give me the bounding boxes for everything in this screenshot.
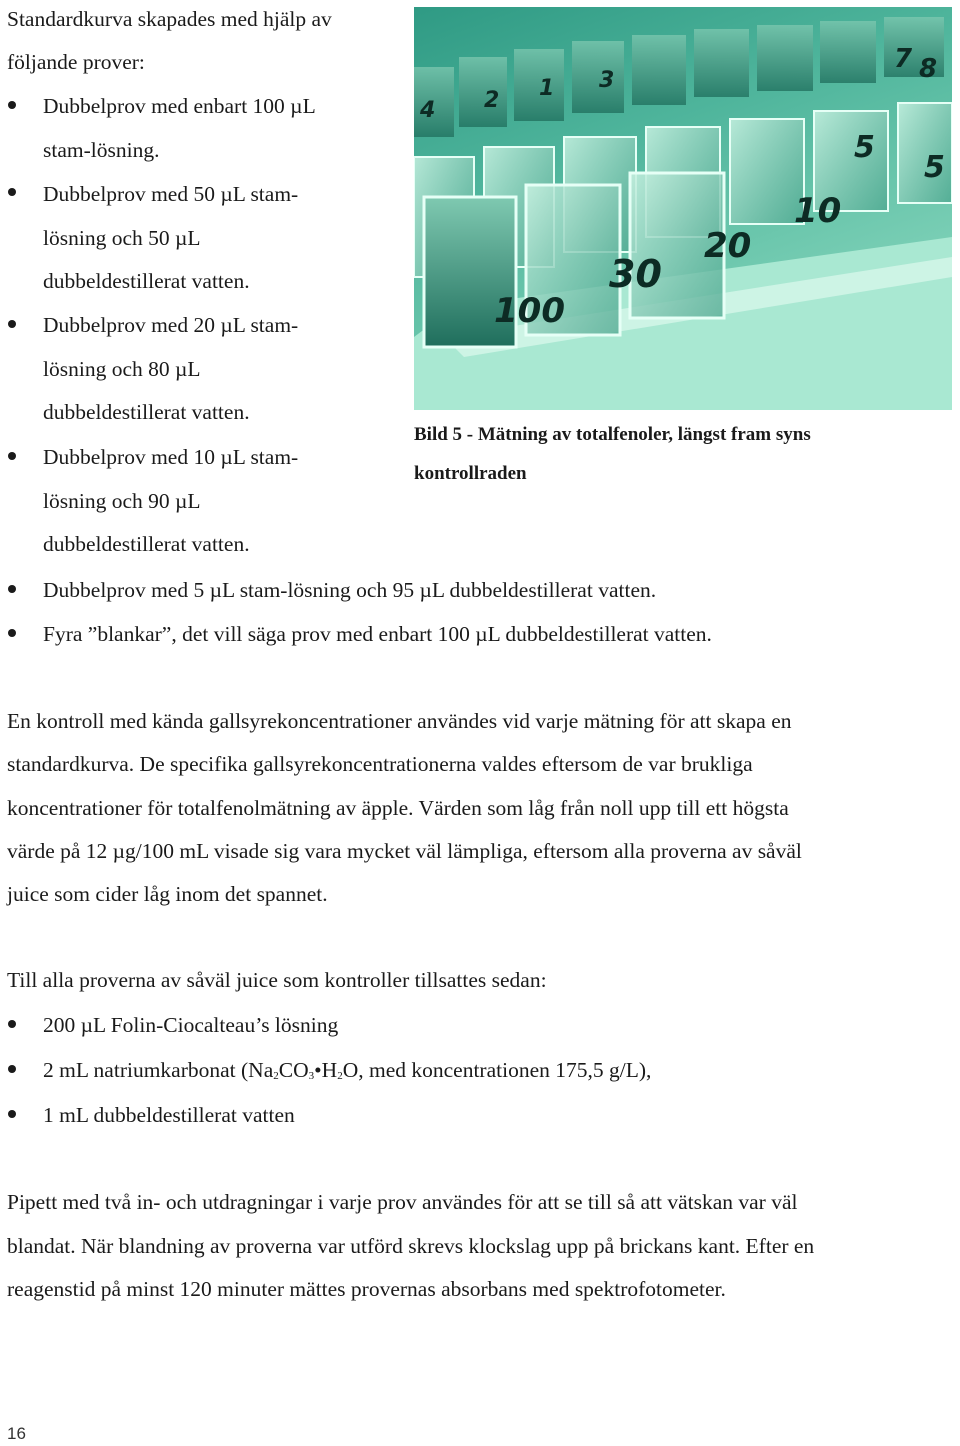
page-number: 16 — [7, 1424, 26, 1443]
paragraph-line: koncentrationer för totalfenolmätning av äpple. Värden som låg från noll upp till ett högsta — [7, 796, 789, 820]
cuvette-label: 7 — [894, 44, 913, 74]
cuvette-photo — [414, 7, 952, 410]
cuvette-label: 5 — [924, 150, 945, 185]
paragraph-line: reagenstid på minst 120 minuter mättes provernas absorbans med spektrofotometer. — [7, 1277, 726, 1301]
cuvette-label: 20 — [704, 226, 752, 266]
bullet-dot — [8, 1020, 16, 1028]
paragraph-line: juice som cider låg inom det spannet. — [7, 882, 328, 906]
bullet-dot — [8, 585, 16, 593]
intro-line-2: följande prover: — [7, 50, 145, 74]
list-item: Dubbelprov med 20 µL stam- — [43, 313, 299, 337]
intro-line-1: Standardkurva skapades med hjälp av — [7, 7, 332, 31]
cuvette-label: 3 — [599, 68, 615, 93]
list-item: Dubbelprov med enbart 100 µL — [43, 94, 316, 118]
bullet-dot — [8, 1065, 16, 1073]
subscript: 2 — [337, 1070, 343, 1082]
list-item: lösning och 50 µL — [43, 226, 201, 250]
paragraph-reagents-intro: Till alla proverna av såväl juice som kontroller tillsattes sedan: — [7, 968, 547, 992]
cuvette-label: 10 — [794, 191, 842, 231]
cuvette-label: 100 — [494, 291, 565, 331]
list-item: lösning och 90 µL — [43, 489, 201, 513]
cuvette-label: 8 — [919, 54, 938, 84]
text-run: O, med koncentrationen 175,5 g/L), — [342, 1058, 652, 1082]
list-item: dubbeldestillerat vatten. — [43, 269, 250, 293]
figure-caption-line-1: Bild 5 - Mätning av totalfenoler, längst fram syns — [414, 424, 811, 445]
paragraph-line: värde på 12 µg/100 mL visade sig vara mycket väl lämpliga, eftersom alla proverna av såväl — [7, 839, 802, 863]
text-run: • — [314, 1058, 322, 1082]
subscript: 2 — [273, 1070, 279, 1082]
list-item: lösning och 80 µL — [43, 357, 201, 381]
cuvette-label: 30 — [609, 252, 662, 296]
list-item: 200 µL Folin-Ciocalteau’s lösning — [43, 1013, 339, 1037]
list-item: Dubbelprov med 10 µL stam- — [43, 445, 299, 469]
cuvette-label: 5 — [854, 130, 875, 165]
paragraph-line: blandat. När blandning av proverna var utförd skrevs klockslag upp på brickans kant. Efter en — [7, 1234, 815, 1258]
bullet-dot — [8, 101, 16, 109]
list-item: Dubbelprov med 50 µL stam- — [43, 182, 299, 206]
list-item: Dubbelprov med 5 µL stam-lösning och 95 µL dubbeldestillerat vatten. — [43, 578, 657, 602]
bullet-dot — [8, 1110, 16, 1118]
text-run: 2 mL natriumkarbonat (Na — [43, 1058, 274, 1082]
list-item: dubbeldestillerat vatten. — [43, 400, 250, 424]
bullet-dot — [8, 188, 16, 196]
list-item-sodium-carbonate — [43, 1057, 651, 1089]
list-item: dubbeldestillerat vatten. — [43, 532, 250, 556]
list-item: Fyra ”blankar”, det vill säga prov med enbart 100 µL dubbeldestillerat vatten. — [43, 622, 712, 646]
cuvette-tray-illustration — [414, 7, 952, 410]
paragraph-line: Pipett med två in- och utdragningar i varje prov användes för att se till så att vätskan var väl — [7, 1190, 798, 1214]
bullet-dot — [8, 629, 16, 637]
cuvette-label: 4 — [420, 98, 436, 123]
paragraph-line: En kontroll med kända gallsyrekoncentrationer användes vid varje mätning för att skapa en — [7, 709, 792, 733]
paragraph-line: standardkurva. De specifika gallsyrekoncentrationerna valdes eftersom de var brukliga — [7, 752, 753, 776]
cuvette-label: 1 — [539, 76, 555, 101]
figure-caption-line-2: kontrollraden — [414, 463, 527, 484]
cuvette-label: 2 — [484, 88, 500, 113]
list-item: 1 mL dubbeldestillerat vatten — [43, 1103, 295, 1127]
text-run: CO — [278, 1058, 309, 1082]
list-item: stam-lösning. — [43, 138, 160, 162]
text-run: H — [321, 1058, 338, 1082]
bullet-dot — [8, 452, 16, 460]
subscript: 3 — [308, 1070, 315, 1082]
bullet-dot — [8, 320, 16, 328]
